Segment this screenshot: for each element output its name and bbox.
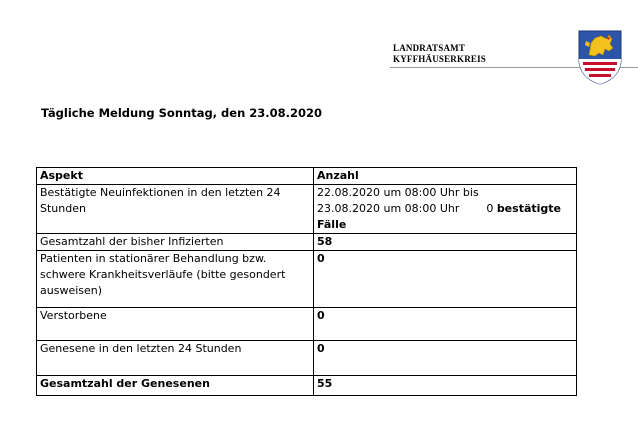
page-title: Tägliche Meldung Sonntag, den 23.08.2020 xyxy=(41,106,323,120)
row-aspect: Verstorbene xyxy=(37,308,314,341)
row-aspect: Bestätigte Neuinfektionen in den letzten 24 Stunden xyxy=(37,185,314,234)
report-table xyxy=(36,167,577,396)
row-value-count-number: 0 xyxy=(486,202,494,215)
row-value-count-label: bestätigte xyxy=(496,202,561,215)
row-aspect: Gesamtzahl der Genesenen xyxy=(37,376,314,396)
row-value: 0 xyxy=(314,251,577,308)
table-row xyxy=(37,251,577,308)
table-row xyxy=(37,376,577,396)
row-value-count xyxy=(486,201,561,217)
organization-line-1: LANDRATSAMT xyxy=(393,43,466,53)
coat-of-arms-icon xyxy=(577,29,623,85)
table-row xyxy=(37,308,577,341)
row-value: 0 xyxy=(314,341,577,376)
column-header-aspect: Aspekt xyxy=(37,168,314,185)
row-value xyxy=(314,185,577,234)
row-value: 0 xyxy=(314,308,577,341)
row-value: 58 xyxy=(314,234,577,251)
table-header-row xyxy=(37,168,577,185)
table-row xyxy=(37,185,577,234)
organization-line-2: KYFFHÄUSERKREIS xyxy=(393,54,487,64)
column-header-count: Anzahl xyxy=(314,168,577,185)
row-aspect: Patienten in stationärer Behandlung bzw. schwere Krankheitsverläufe (bitte gesondert ausweisen) xyxy=(37,251,314,308)
table-row xyxy=(37,341,577,376)
row-value-line: 23.08.2020 um 08:00 Uhr xyxy=(317,202,460,215)
row-value-line: 22.08.2020 um 08:00 Uhr bis xyxy=(317,186,479,199)
row-aspect: Gesamtzahl der bisher Infizierten xyxy=(37,234,314,251)
row-aspect: Genesene in den letzten 24 Stunden xyxy=(37,341,314,376)
organization-name xyxy=(393,43,486,65)
row-value: 55 xyxy=(314,376,577,396)
row-value-line: Fälle xyxy=(317,218,347,231)
table-row xyxy=(37,234,577,251)
